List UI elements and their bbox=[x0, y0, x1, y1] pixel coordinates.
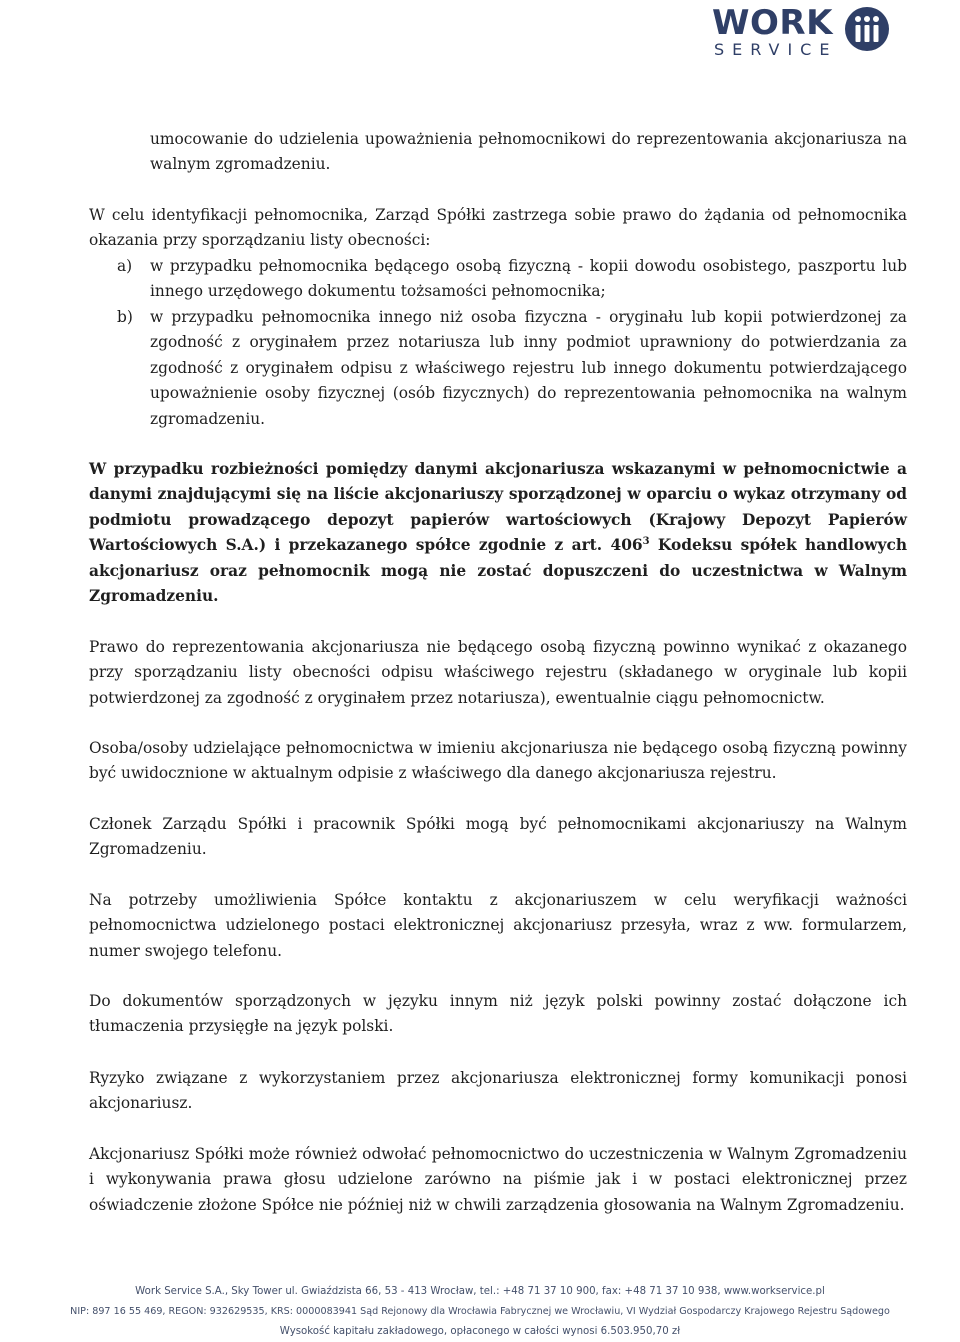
paragraph-identification: W celu identyfikacji pełnomocnika, Zarząd Spółki zastrzega sobie prawo do żądania od pełnomocnika okazania przy sporządzaniu listy obecności: bbox=[89, 206, 907, 250]
paragraph-authorization-continuation: umocowanie do udzielenia upoważnienia pełnomocnikowi do reprezentowania akcjonariusza na walnym zgromadzeniu. bbox=[150, 130, 907, 174]
discrepancy-superscript: 3 bbox=[642, 536, 650, 548]
list-item bbox=[117, 254, 907, 305]
list-item-text: w przypadku pełnomocnika innego niż osoba fizyczna - oryginału lub kopii potwierdzonej za zgodność z oryginałem przez notariusza lub inny podmiot uprawniony do potwierdzania za zgodność z oryginałem odpisu z właściwego rejestru lub innego dokumentu potwierdzającego upoważnienie osoby fizycznej (osób fizycznych) do reprezentowania pełnomocnika na walnym zgromadzeniu. bbox=[150, 308, 907, 428]
paragraph-revocation: Akcjonariusz Spółki może również odwołać pełnomocnictwo do uczestniczenia w Walnym Zgromadzeniu i wykonywania prawa głosu udzielone zarówno na piśmie jak i w postaci elektronicznej przez oświadczenie złożone Spółce nie później niż w chwili zarządzenia głosowania na Walnym Zgromadzeniu. bbox=[89, 1145, 907, 1214]
paragraph-persons-granting: Osoba/osoby udzielające pełnomocnictwa w imieniu akcjonariusza nie będącego osobą fizyczną powinny być uwidocznione w aktualnym odpisie z właściwego dla danego akcjonariusza rejestru. bbox=[89, 739, 907, 783]
footer-capital-line: Wysokość kapitału zakładowego, opłaconego w całości wynosi 6.503.950,70 zł bbox=[279, 1326, 681, 1337]
discrepancy-text-part2: Kodeksu spółek handlowych akcjonariusz oraz pełnomocnik mogą nie zostać dopuszczeni do uczestnictwa w Walnym Zgromadzeniu. bbox=[89, 536, 908, 606]
work-service-logo bbox=[710, 4, 894, 62]
footer-registry-line: NIP: 897 16 55 469, REGON: 932629535, KRS: 0000083941 Sąd Rejonowy dla Wrocławia Fabrycznej we Wrocławiu, VI Wydział Gospodarczy Krajowego Rejestru Sądowego bbox=[70, 1306, 890, 1317]
paragraph-translations: Do dokumentów sporządzonych w języku innym niż język polski powinny zostać dołączone ich tłumaczenia przysięgłe na język polski. bbox=[89, 992, 907, 1036]
logo-work-text: WORK bbox=[712, 3, 833, 43]
list-item-text: w przypadku pełnomocnika będącego osobą fizyczną - kopii dowodu osobistego, paszportu lub innego urzędowego dokumentu tożsamości pełnomocnika; bbox=[150, 257, 907, 301]
list-item bbox=[117, 305, 907, 432]
list-item-label: a) bbox=[117, 257, 133, 275]
paragraph-phone-number: Na potrzeby umożliwienia Spółce kontaktu z akcjonariuszem w celu weryfikacji ważności pełnomocnictwa udzielonego postaci elektronicznej akcjonariusz przesyła, wraz z ww. formularzem, numer swojego telefonu. bbox=[89, 891, 907, 960]
logo-service-text: SERVICE bbox=[714, 40, 838, 59]
list-item-label: b) bbox=[117, 308, 133, 326]
paragraph-risk: Ryzyko związane z wykorzystaniem przez akcjonariusza elektronicznej formy komunikacji ponosi akcjonariusz. bbox=[89, 1069, 907, 1113]
page-footer bbox=[0, 1282, 960, 1342]
footer-address-line: Work Service S.A., Sky Tower ul. Gwiaździsta 66, 53 - 413 Wrocław, tel.: +48 71 37 10 900, fax: +48 71 37 10 938, www.workservice.pl bbox=[135, 1286, 825, 1297]
discrepancy-text-part1: W przypadku rozbieżności pomiędzy danymi akcjonariusza wskazanymi w pełnomocnictwie a danymi znajdującymi się na liście akcjonariuszy sporządzonej w oparciu o wykaz otrzymany od podmiotu prowadzącego depozyt papierów wartościowych (Krajowy Depozyt Papierów Wartościowych S.A.) i przekazanego spółce zgodnie z art. 406 bbox=[89, 460, 907, 555]
paragraph-representation-right: Prawo do reprezentowania akcjonariusza nie będącego osobą fizyczną powinno wynikać z okazanego przy sporządzaniu listy obecności odpisu właściwego rejestru (składanego w oryginale lub kopii potwierdzonej za zgodność z oryginałem przez notariusza), ewentualnie ciągu pełnomocnictw. bbox=[89, 638, 907, 707]
paragraph-board-members: Członek Zarządu Spółki i pracownik Spółki mogą być pełnomocnikami akcjonariuszy na Walnym Zgromadzeniu. bbox=[89, 815, 907, 859]
paragraph-discrepancy-bold bbox=[89, 457, 907, 609]
logo-mark-icon bbox=[844, 6, 890, 52]
